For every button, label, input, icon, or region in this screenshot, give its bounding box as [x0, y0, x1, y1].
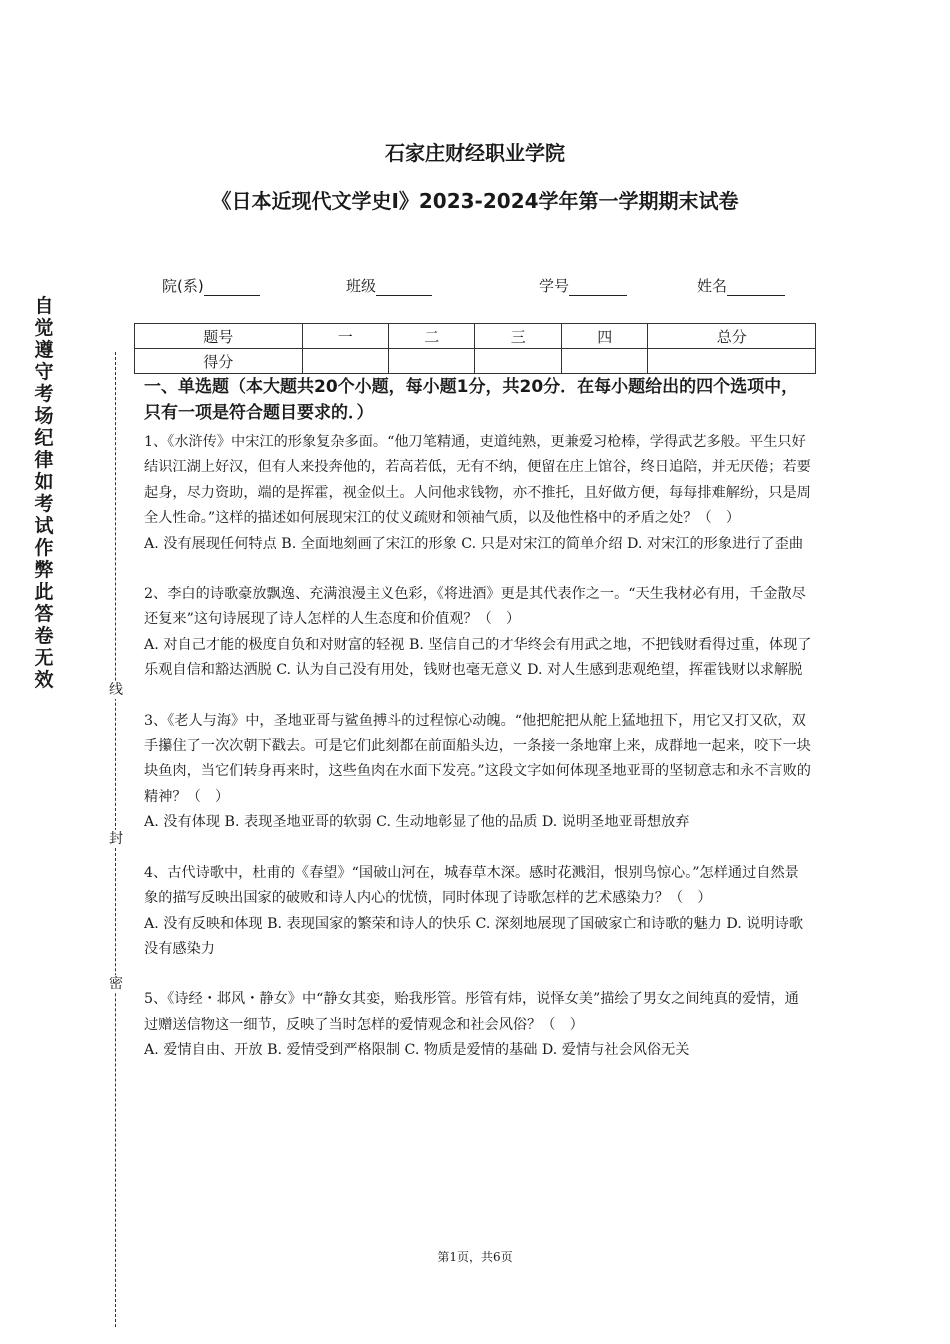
question-options: A. 没有展现任何特点 B. 全面地刻画了宋江的形象 C. 只是对宋江的简单介绍 D. 对宋江的形象进行了歪曲: [144, 535, 804, 552]
score-blank-cell[interactable]: [302, 349, 388, 374]
question-options: A. 没有体现 B. 表现圣地亚哥的软弱 C. 生动地彰显了他的品质 D. 说明圣地亚哥想放弃: [144, 814, 690, 831]
score-cell: 二: [388, 324, 474, 349]
score-table-score-row: [135, 349, 816, 374]
question-stem: 3、《老人与海》中，圣地亚哥与鲨鱼搏斗的过程惊心动魄。“他把舵把从舵上猛地扭下，用它又打又砍，双手攥住了一次次朝下戳去。可是它们此刻都在前面船头边，一条接一条地窜上来，成群地一起来，咬下一块块鱼肉，当它们转身再来时，这些鱼肉在水面下发亮。”这段文字如何体现圣地亚哥的坚韧意志和永不言败的精神？（ ）: [144, 712, 811, 805]
question-item: [144, 582, 812, 684]
seal-secret-char: 密: [109, 976, 123, 992]
class-field[interactable]: [346, 275, 432, 296]
score-cell: 总分: [648, 324, 816, 349]
exam-title: 《日本近现代文学史Ⅰ》2023-2024学年第一学期期末试卷: [211, 189, 739, 213]
student-id-label: 学号: [539, 277, 570, 295]
question-item: [144, 987, 812, 1063]
score-table-header-row: [135, 324, 816, 349]
score-blank-cell[interactable]: [388, 349, 474, 374]
class-blank[interactable]: [376, 279, 432, 296]
section-title: 一、单选题（本大题共20个小题，每小题1分，共20分．在每小题给出的四个选项中，只有一项是符合题目要求的．）: [144, 377, 799, 423]
school-name: 石家庄财经职业学院: [385, 141, 565, 165]
question-options: A. 对自己才能的极度自负和对财富的轻视 B. 坚信自己的才华终会有用武之地，不把钱财看得过重，体现了乐观自信和豁达洒脱 C. 认为自己没有用处，钱财也毫无意义 D. 对人生感到悲观绝望，挥霍钱财以求解脱: [144, 636, 812, 679]
score-row-label: 得分: [135, 349, 303, 374]
question-stem: 2、李白的诗歌豪放飘逸、充满浪漫主义色彩，《将进酒》更是其代表作之一。“天生我材必有用，千金散尽还复来”这句诗展现了诗人怎样的人生态度和价值观？（ ）: [144, 586, 806, 628]
question-options: A. 没有反映和体现 B. 表现国家的繁荣和诗人的快乐 C. 深刻地展现了国破家亡和诗歌的魅力 D. 说明诗歌没有感染力: [144, 915, 804, 957]
seal-warning-text: 自觉遵守考场纪律如考试作弊此答卷无效: [34, 295, 54, 691]
question-stem: 1、《水浒传》中宋江的形象复杂多面。“他刀笔精通，吏道纯熟，更兼爱习枪棒，学得武艺多般。平生只好结识江湖上好汉，但有人来投奔他的，若高若低，无有不纳，便留在庄上馆谷，终日追陪，并无厌倦；若要起身，尽力资助，端的是挥霍，视金似土。人问他求钱物，亦不推托，且好做方便，每每排难解纷，只是周全人性命。”这样的描述如何展现宋江的仗义疏财和领袖气质，以及他性格中的矛盾之处？（ ）: [144, 434, 811, 527]
score-cell: 四: [561, 324, 647, 349]
department-field[interactable]: [162, 275, 260, 296]
question-item: [144, 709, 812, 836]
score-table: [134, 323, 816, 374]
student-id-blank[interactable]: [569, 279, 627, 296]
score-blank-cell[interactable]: [475, 349, 561, 374]
score-blank-cell[interactable]: [648, 349, 816, 374]
name-field[interactable]: [697, 275, 785, 296]
student-id-field[interactable]: [539, 275, 627, 296]
name-label: 姓名: [697, 277, 728, 295]
question-section: [144, 374, 812, 1089]
question-options: A. 爱情自由、开放 B. 爱情受到严格限制 C. 物质是爱情的基础 D. 爱情与社会风俗无关: [144, 1042, 690, 1059]
seal-line-char: 线: [109, 682, 123, 698]
department-label: 院(系): [162, 277, 204, 295]
question-item: [144, 861, 812, 963]
seal-seal-char: 封: [109, 831, 123, 847]
question-stem: 4、古代诗歌中，杜甫的《春望》“国破山河在，城春草木深。感时花溅泪，恨别鸟惊心。”怎样通过自然景象的描写反映出国家的破败和诗人内心的忧愤，同时体现了诗歌怎样的艺术感染力？（ ）: [144, 864, 799, 907]
page-number: 第1页，共6页: [437, 1250, 513, 1264]
score-blank-cell[interactable]: [561, 349, 647, 374]
name-blank[interactable]: [727, 279, 785, 296]
score-cell: 三: [475, 324, 561, 349]
department-blank[interactable]: [204, 279, 260, 296]
question-stem: 5、《诗经・邶风・静女》中“静女其娈，贻我彤管。彤管有炜，说怿女美”描绘了男女之间纯真的爱情，通过赠送信物这一细节，反映了当时怎样的爱情观念和社会风俗？（ ）: [144, 991, 799, 1033]
score-cell: 题号: [135, 324, 303, 349]
score-cell: 一: [302, 324, 388, 349]
question-item: [144, 430, 812, 557]
class-label: 班级: [346, 277, 377, 295]
